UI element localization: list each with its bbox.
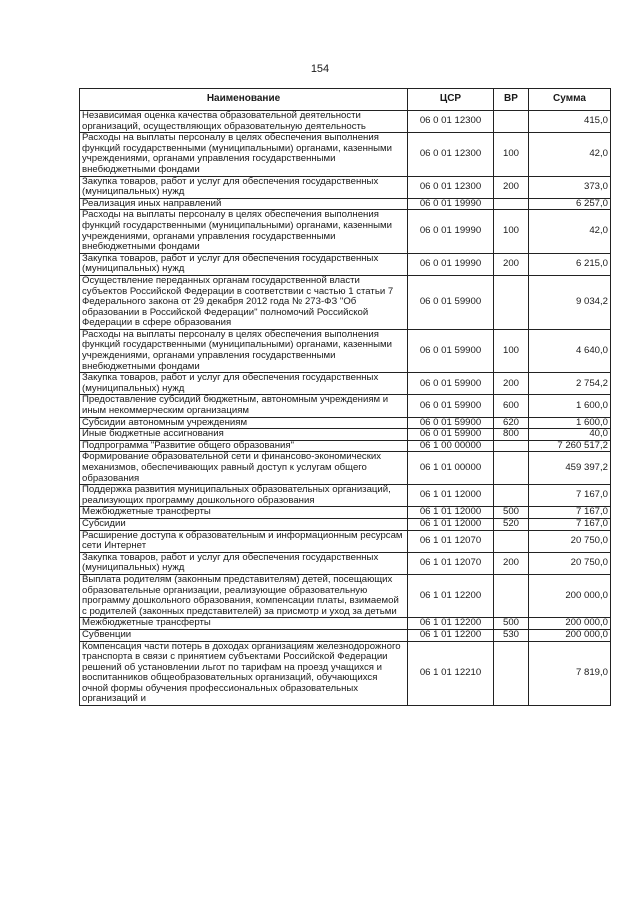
cell-name: Закупка товаров, работ и услуг для обеспечения государственных (муниципальных) нужд bbox=[80, 253, 408, 275]
cell-vr bbox=[494, 485, 529, 507]
cell-sum: 200 000,0 bbox=[529, 618, 611, 630]
cell-vr bbox=[494, 440, 529, 452]
cell-csr: 06 1 01 12000 bbox=[408, 518, 494, 530]
table-row bbox=[80, 618, 611, 630]
cell-csr: 06 1 01 12000 bbox=[408, 507, 494, 519]
cell-vr: 100 bbox=[494, 329, 529, 372]
header-sum: Сумма bbox=[529, 89, 611, 111]
cell-vr: 620 bbox=[494, 417, 529, 429]
cell-csr: 06 0 01 59900 bbox=[408, 373, 494, 395]
cell-sum: 7 167,0 bbox=[529, 518, 611, 530]
cell-name: Выплата родителям (законным представителям) детей, посещающих образовательные организации, реализующие образовательную программу дошкольного образования, компенсации платы, взимаемой с родителей (законных представителей) за присмотр и уход за детьми bbox=[80, 574, 408, 617]
cell-name: Подпрограмма "Развитие общего образования" bbox=[80, 440, 408, 452]
cell-vr bbox=[494, 111, 529, 133]
cell-vr: 200 bbox=[494, 176, 529, 198]
cell-sum: 9 034,2 bbox=[529, 275, 611, 329]
cell-sum: 4 640,0 bbox=[529, 329, 611, 372]
cell-name: Закупка товаров, работ и услуг для обеспечения государственных (муниципальных) нужд bbox=[80, 552, 408, 574]
cell-sum: 7 167,0 bbox=[529, 485, 611, 507]
cell-name: Расходы на выплаты персоналу в целях обеспечения выполнения функций государственными (муниципальными) органами, казенными учреждениями, органами управления государственными внебюджетными фондами bbox=[80, 210, 408, 253]
cell-sum: 40,0 bbox=[529, 429, 611, 441]
cell-csr: 06 0 01 12300 bbox=[408, 133, 494, 176]
cell-name: Независимая оценка качества образовательной деятельности организаций, осуществляющих образовательную деятельность bbox=[80, 111, 408, 133]
cell-vr: 100 bbox=[494, 133, 529, 176]
cell-csr: 06 1 01 12070 bbox=[408, 530, 494, 552]
cell-csr: 06 0 01 59900 bbox=[408, 275, 494, 329]
cell-sum: 42,0 bbox=[529, 210, 611, 253]
cell-sum: 20 750,0 bbox=[529, 530, 611, 552]
cell-csr: 06 1 01 12000 bbox=[408, 485, 494, 507]
table-row bbox=[80, 417, 611, 429]
table-row bbox=[80, 440, 611, 452]
table-row bbox=[80, 485, 611, 507]
cell-vr: 200 bbox=[494, 373, 529, 395]
cell-vr: 100 bbox=[494, 210, 529, 253]
cell-csr: 06 0 01 19990 bbox=[408, 210, 494, 253]
cell-sum: 2 754,2 bbox=[529, 373, 611, 395]
cell-csr: 06 1 01 12070 bbox=[408, 552, 494, 574]
cell-csr: 06 0 01 59900 bbox=[408, 417, 494, 429]
cell-vr bbox=[494, 641, 529, 706]
cell-csr: 06 0 01 59900 bbox=[408, 329, 494, 372]
cell-vr: 200 bbox=[494, 253, 529, 275]
cell-name: Закупка товаров, работ и услуг для обеспечения государственных (муниципальных) нужд bbox=[80, 373, 408, 395]
cell-name: Иные бюджетные ассигнования bbox=[80, 429, 408, 441]
table-row bbox=[80, 429, 611, 441]
table-row bbox=[80, 518, 611, 530]
page-number: 154 bbox=[310, 63, 330, 75]
cell-sum: 200 000,0 bbox=[529, 629, 611, 641]
cell-name: Субвенции bbox=[80, 629, 408, 641]
cell-sum: 200 000,0 bbox=[529, 574, 611, 617]
cell-sum: 6 257,0 bbox=[529, 198, 611, 210]
cell-name: Формирование образовательной сети и финансово-экономических механизмов, обеспечивающих равный доступ к услугам общего образования bbox=[80, 452, 408, 485]
cell-name: Субсидии bbox=[80, 518, 408, 530]
table-row bbox=[80, 395, 611, 417]
cell-sum: 6 215,0 bbox=[529, 253, 611, 275]
cell-vr: 500 bbox=[494, 507, 529, 519]
cell-name: Расходы на выплаты персоналу в целях обеспечения выполнения функций государственными (муниципальными) органами, казенными учреждениями, органами управления государственными внебюджетными фондами bbox=[80, 133, 408, 176]
table-row bbox=[80, 329, 611, 372]
cell-csr: 06 1 01 12200 bbox=[408, 629, 494, 641]
table-row bbox=[80, 507, 611, 519]
cell-sum: 1 600,0 bbox=[529, 395, 611, 417]
cell-vr: 530 bbox=[494, 629, 529, 641]
table-body bbox=[80, 111, 611, 706]
table-row bbox=[80, 552, 611, 574]
cell-sum: 7 167,0 bbox=[529, 507, 611, 519]
table-row bbox=[80, 253, 611, 275]
cell-csr: 06 0 01 12300 bbox=[408, 176, 494, 198]
cell-vr bbox=[494, 275, 529, 329]
cell-name: Расширение доступа к образовательным и информационным ресурсам сети Интернет bbox=[80, 530, 408, 552]
cell-csr: 06 1 01 12200 bbox=[408, 574, 494, 617]
budget-table bbox=[79, 88, 611, 706]
cell-name: Расходы на выплаты персоналу в целях обеспечения выполнения функций государственными (муниципальными) органами, казенными учреждениями, органами управления государственными внебюджетными фондами bbox=[80, 329, 408, 372]
cell-csr: 06 0 01 59900 bbox=[408, 429, 494, 441]
cell-csr: 06 1 01 12210 bbox=[408, 641, 494, 706]
cell-sum: 42,0 bbox=[529, 133, 611, 176]
table-row bbox=[80, 530, 611, 552]
cell-sum: 7 819,0 bbox=[529, 641, 611, 706]
cell-csr: 06 1 01 12200 bbox=[408, 618, 494, 630]
table-row bbox=[80, 133, 611, 176]
cell-csr: 06 0 01 59900 bbox=[408, 395, 494, 417]
cell-name: Компенсация части потерь в доходах организациям железнодорожного транспорта в связи с принятием субъектами Российской Федерации решений об установлении льгот по тарифам на проезд учащихся и воспитанников общеобразовательных организаций, обучающихся очной формы обучения профессиональных образовательных организаций и bbox=[80, 641, 408, 706]
table-row bbox=[80, 452, 611, 485]
table-row bbox=[80, 176, 611, 198]
cell-name: Межбюджетные трансферты bbox=[80, 618, 408, 630]
cell-vr bbox=[494, 574, 529, 617]
header-name: Наименование bbox=[80, 89, 408, 111]
table-row bbox=[80, 574, 611, 617]
table-row bbox=[80, 210, 611, 253]
cell-csr: 06 0 01 19990 bbox=[408, 253, 494, 275]
cell-name: Поддержка развития муниципальных образовательных организаций, реализующих программу дошкольного образования bbox=[80, 485, 408, 507]
cell-sum: 20 750,0 bbox=[529, 552, 611, 574]
cell-vr: 800 bbox=[494, 429, 529, 441]
table-row bbox=[80, 373, 611, 395]
table-row bbox=[80, 641, 611, 706]
cell-vr: 200 bbox=[494, 552, 529, 574]
table-row bbox=[80, 198, 611, 210]
cell-sum: 373,0 bbox=[529, 176, 611, 198]
cell-name: Закупка товаров, работ и услуг для обеспечения государственных (муниципальных) нужд bbox=[80, 176, 408, 198]
cell-sum: 459 397,2 bbox=[529, 452, 611, 485]
cell-vr bbox=[494, 452, 529, 485]
header-vr: ВР bbox=[494, 89, 529, 111]
cell-name: Межбюджетные трансферты bbox=[80, 507, 408, 519]
cell-vr: 500 bbox=[494, 618, 529, 630]
table-row bbox=[80, 629, 611, 641]
cell-name: Осуществление переданных органам государственной власти субъектов Российской Федерации в соответствии с частью 1 статьи 7 Федерального закона от 29 декабря 2012 года № 273-ФЗ "Об образовании в Российской Федерации" полномочий Российской Федерации в сфере образования bbox=[80, 275, 408, 329]
cell-name: Субсидии автономным учреждениям bbox=[80, 417, 408, 429]
cell-vr: 520 bbox=[494, 518, 529, 530]
cell-csr: 06 1 01 00000 bbox=[408, 452, 494, 485]
table-row bbox=[80, 275, 611, 329]
cell-name: Предоставление субсидий бюджетным, автономным учреждениям и иным некоммерческим организациям bbox=[80, 395, 408, 417]
cell-sum: 7 260 517,2 bbox=[529, 440, 611, 452]
cell-sum: 415,0 bbox=[529, 111, 611, 133]
cell-csr: 06 1 00 00000 bbox=[408, 440, 494, 452]
table-row bbox=[80, 111, 611, 133]
table-header-row bbox=[80, 89, 611, 111]
cell-sum: 1 600,0 bbox=[529, 417, 611, 429]
cell-csr: 06 0 01 12300 bbox=[408, 111, 494, 133]
cell-vr: 600 bbox=[494, 395, 529, 417]
cell-vr bbox=[494, 530, 529, 552]
cell-vr bbox=[494, 198, 529, 210]
cell-name: Реализация иных направлений bbox=[80, 198, 408, 210]
cell-csr: 06 0 01 19990 bbox=[408, 198, 494, 210]
header-csr: ЦСР bbox=[408, 89, 494, 111]
